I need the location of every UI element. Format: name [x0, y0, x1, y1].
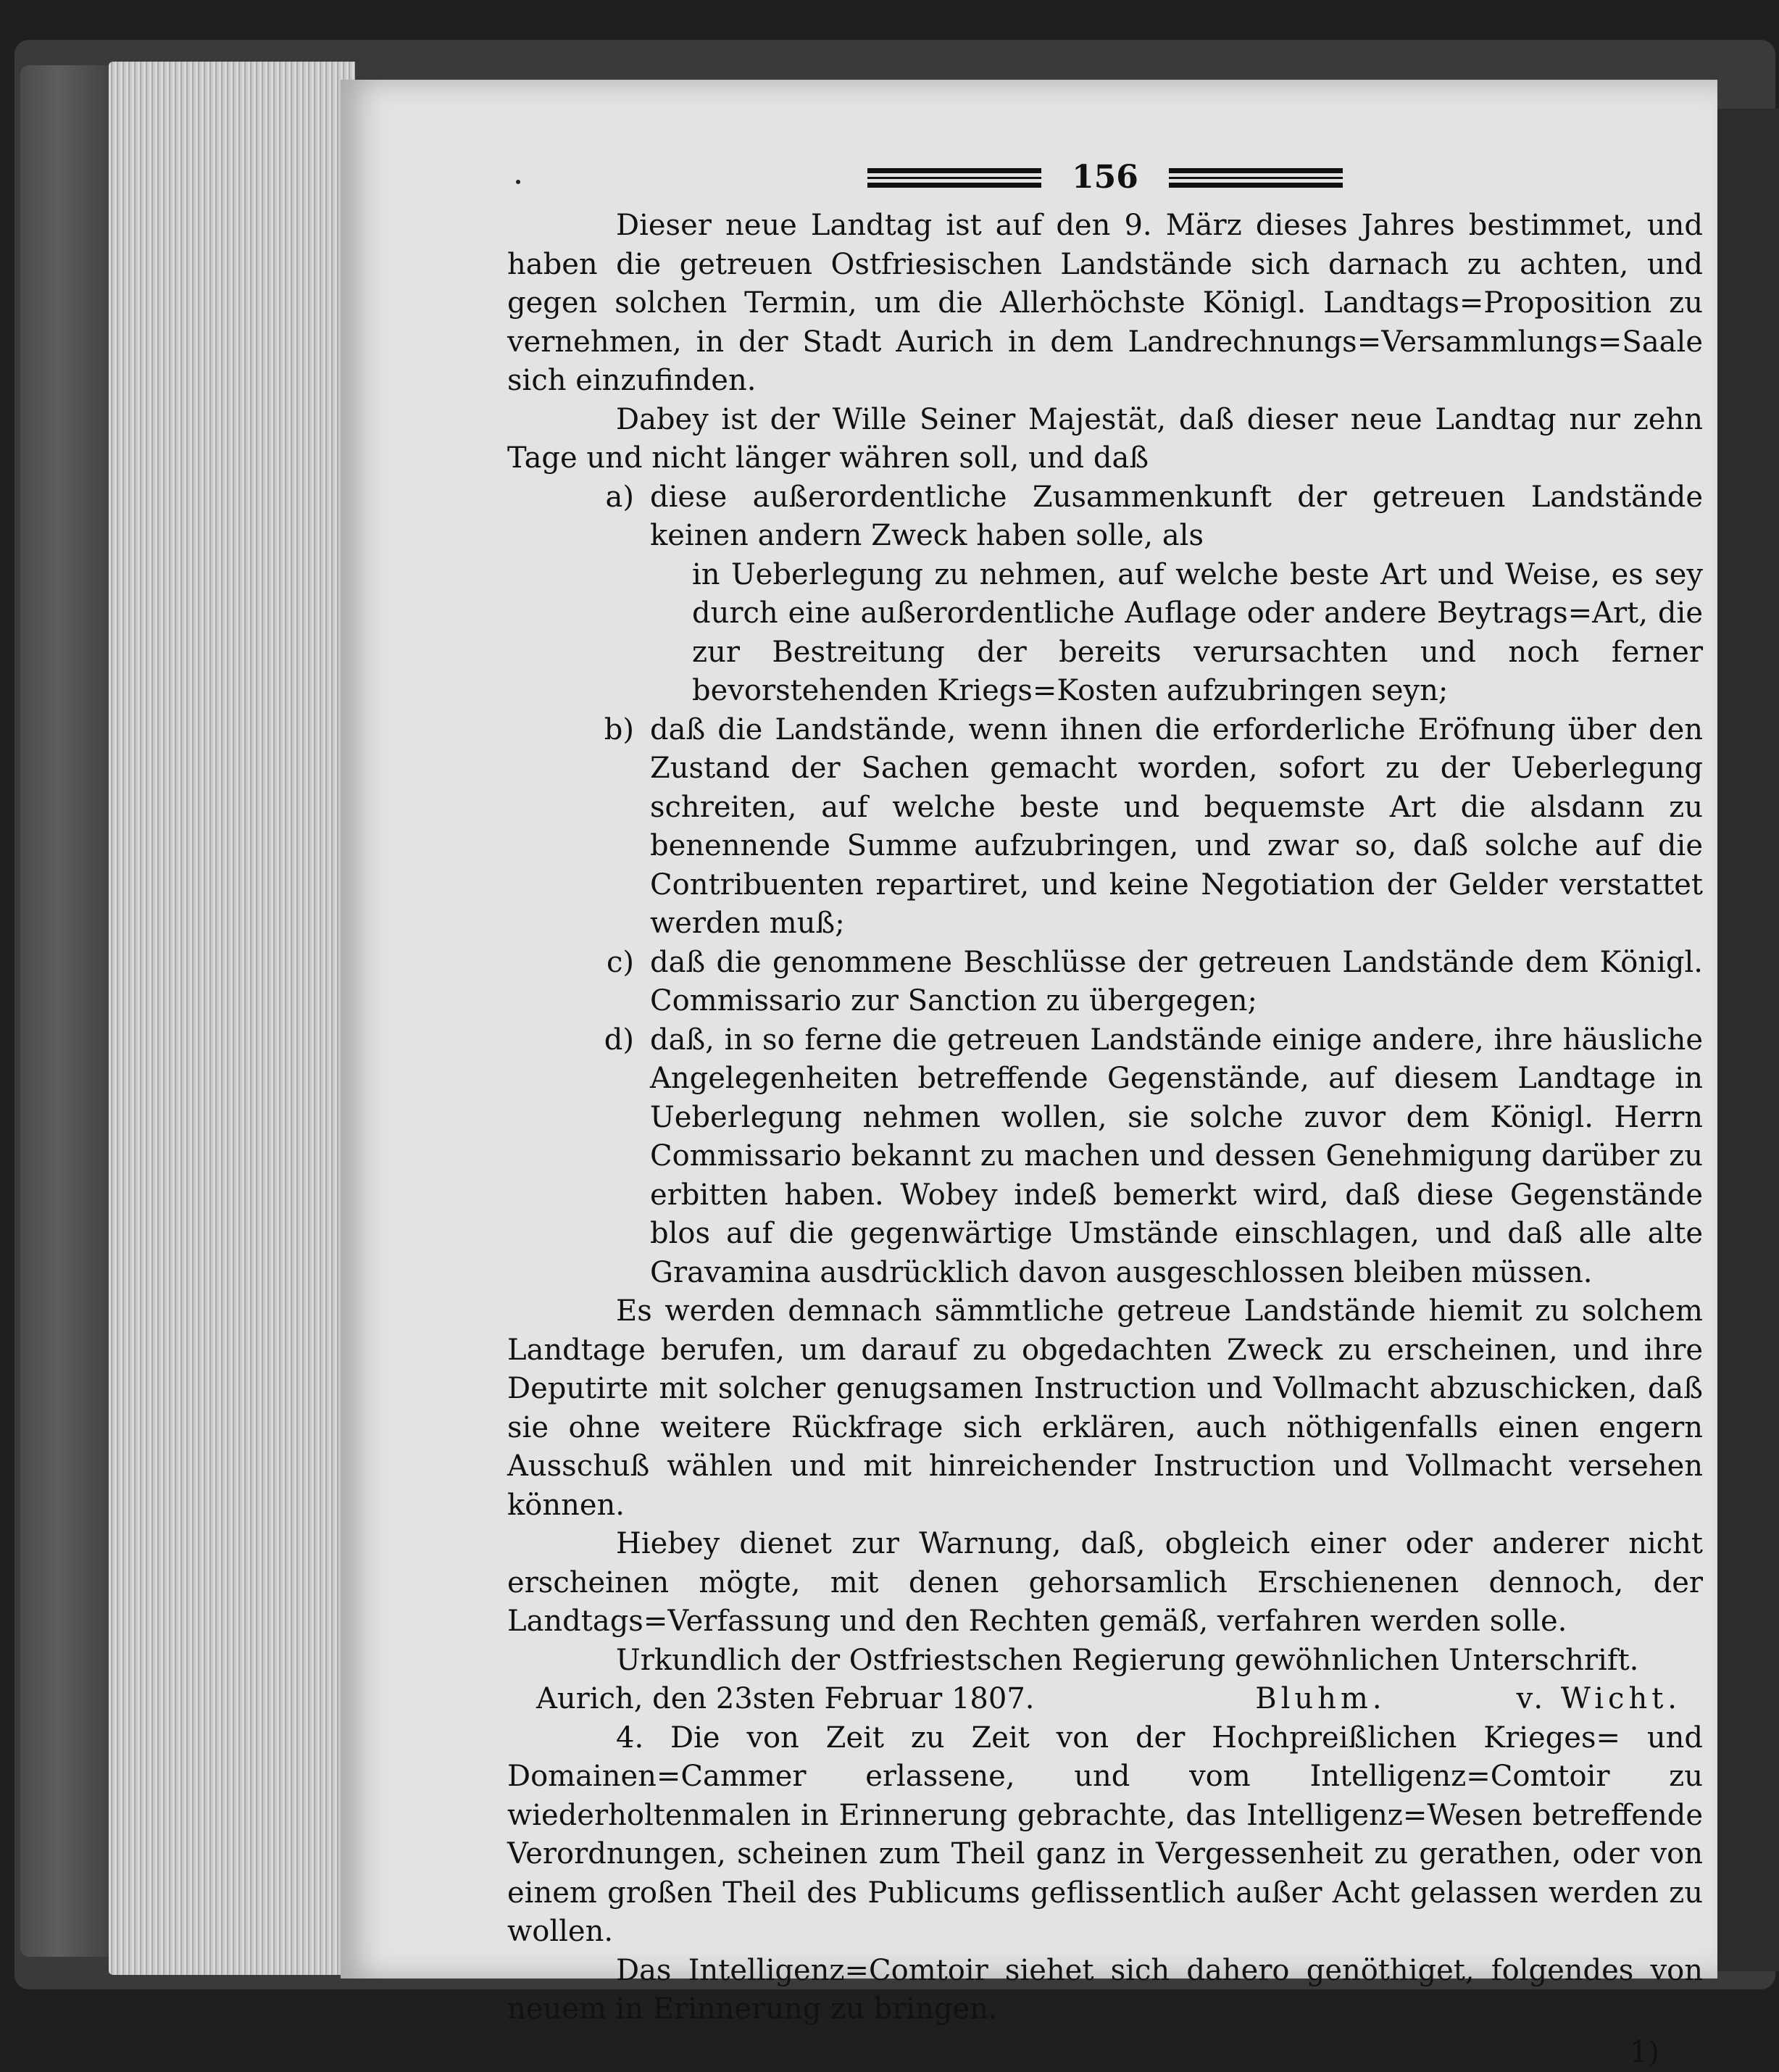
- signer-bluhm: Bluhm.: [1255, 1680, 1386, 1719]
- paragraph-certification: Urkundlich der Ostfriestschen Regierung gewöhnlichen Unterschrift.: [507, 1642, 1703, 1681]
- signature-line: [507, 1680, 1703, 1719]
- list-subtext-a: in Ueberlegung zu nehmen, auf welche beste Art und Weise, es sey durch eine außerordentliche Auflage oder andere Beytrags=Art, die zur Bestreitung der bereits verursachten und noch ferner bevorstehenden Kriegs=Kosten aufzubringen seyn;: [507, 556, 1703, 711]
- paragraph-reminder: Das Intelligenz=Comtoir siehet sich dahero genöthiget, folgendes von neuem in Erinnerung zu bringen.: [507, 1952, 1703, 2029]
- place-date: Aurich, den 23sten Februar 1807.: [536, 1680, 1034, 1719]
- page-header: [507, 156, 1703, 199]
- paragraph-landtag-date: Dieser neue Landtag ist auf den 9. März dieses Jahres bestimmet, und haben die getreuen Ostfriesischen Landstände sich darnach zu achten, und gegen solchen Termin, um die Allerhöchste Königl. Landtags=Proposition zu vernehmen, in der Stadt Aurich in dem Landrechnungs=Versammlungs=Saale sich einzufinden.: [507, 207, 1703, 401]
- list-text-d: daß, in so ferne die getreuen Landstände einige andere, ihre häusliche Angelegenheiten betreffende Gegenstände, auf diesem Landtage in Ueberlegung nehmen wollen, sie solche zuvor dem Königl. Herrn Commissario bekannt zu machen und dessen Genehmigung darüber zu erbitten haben. Wobey indeß bemerkt wird, daß diese Gegenstände blos auf die gegenwärtige Umstände einschlagen, und daß alle alte Gravamina ausdrücklich davon ausgeschlossen bleiben müssen.: [650, 1021, 1703, 1293]
- paragraph-intelligence-ordinances: 4. Die von Zeit zu Zeit von der Hochpreißlichen Krieges= und Domainen=Cammer erlassene, und vom Intelligenz=Comtoir zu wiederholtenmalen in Erinnerung gebrachte, das Intelligenz=Wesen betreffende Verordnungen, scheinen zum Theil ganz in Vergessenheit zu gerathen, oder von einem großen Theil des Publicums geflissentlich außer Acht gelassen werden zu wollen.: [507, 1719, 1703, 1952]
- list-item-c: [507, 944, 1703, 1021]
- facing-page-edge: [1717, 109, 1779, 1971]
- list-label-a: a): [507, 478, 650, 556]
- list-text-a: diese außerordentliche Zusammenkunft der getreuen Landstände keinen andern Zweck haben solle, als: [650, 478, 1703, 556]
- page-number: 156: [1072, 158, 1138, 197]
- list-item-a: [507, 478, 1703, 556]
- paragraph-royal-will: Dabey ist der Wille Seiner Majestät, daß dieser neue Landtag nur zehn Tage und nicht länger währen soll, und daß: [507, 401, 1703, 478]
- header-rule-right: [1169, 168, 1343, 188]
- list-text-b: daß die Landstände, wenn ihnen die erforderliche Eröfnung über den Zustand der Sachen gemacht worden, sofort zu der Ueberlegung schreiten, auf welche beste und bequemste Art die alsdann zu benennende Summe aufzubringen, und zwar so, daß solche auf die Contribuenten repartiret, und keine Negotiation der Gelder verstattet werden muß;: [650, 711, 1703, 944]
- header-rule-left: [867, 168, 1041, 188]
- paragraph-summons: Es werden demnach sämmtliche getreue Landstände hiemit zu solchem Landtage berufen, um darauf zu obgedachten Zweck zu erscheinen, und ihre Deputirte mit solcher genugsamen Instruction und Vollmacht abzuschicken, daß sie ohne weitere Rückfrage sich erklären, auch nöthigenfalls einen engern Ausschuß wählen und mit hinreichender Instruction und Vollmacht versehen können.: [507, 1292, 1703, 1525]
- page-text: [507, 156, 1703, 2072]
- list-item-b: [507, 711, 1703, 944]
- list-label-b: b): [507, 711, 650, 944]
- book-spine: [20, 65, 114, 1957]
- page-stack-edges: [109, 62, 355, 1975]
- catchword: 1): [507, 2034, 1703, 2072]
- list-text-c: daß die genommene Beschlüsse der getreuen Landstände dem Königl. Commissario zur Sanction zu übergegen;: [650, 944, 1703, 1021]
- paragraph-warning: Hiebey dienet zur Warnung, daß, obgleich einer oder anderer nicht erscheinen mögte, mit denen gehorsamlich Erschienenen dennoch, der Landtags=Verfassung und den Rechten gemäß, verfahren werden solle.: [507, 1525, 1703, 1642]
- list-label-c: c): [507, 944, 650, 1021]
- signatories: [1255, 1680, 1681, 1719]
- signer-wicht: v. Wicht.: [1517, 1680, 1681, 1719]
- list-item-d: [507, 1021, 1703, 1293]
- list-label-d: d): [507, 1021, 650, 1293]
